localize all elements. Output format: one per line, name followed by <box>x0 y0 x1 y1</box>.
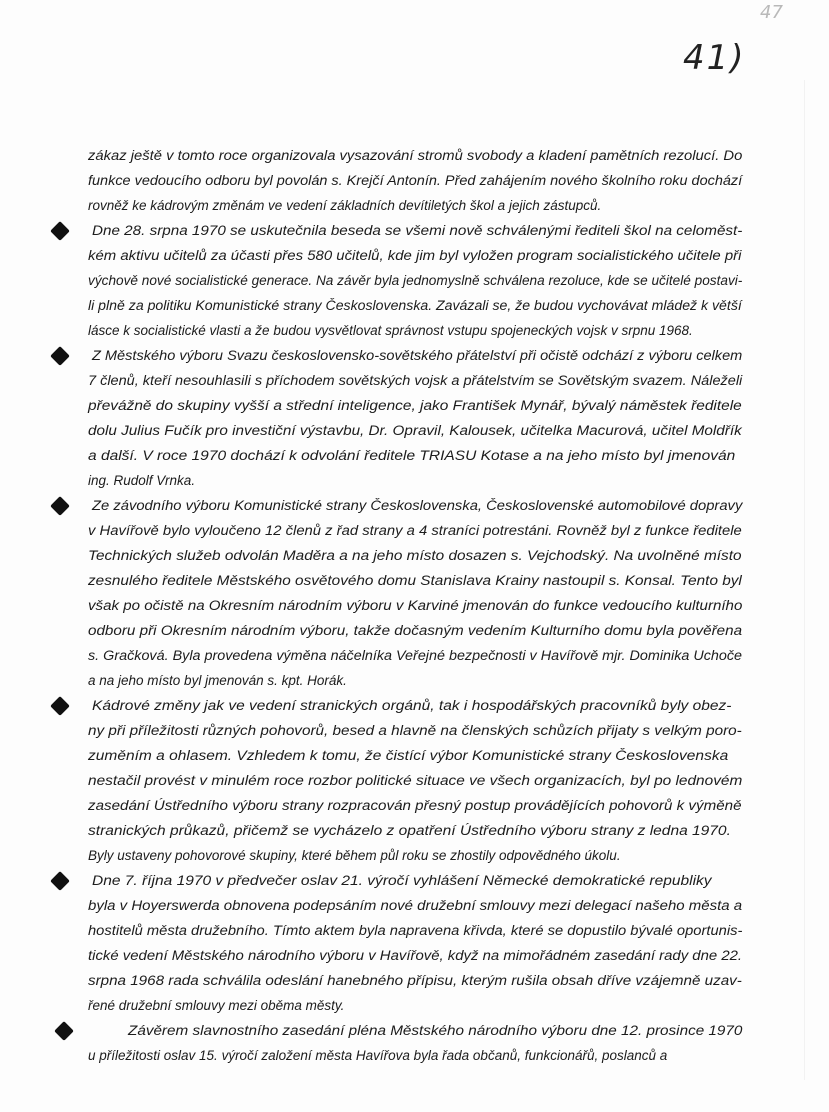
text-line: u příležitosti oslav 15. výročí založení města Havířova byla řada občanů, funkcionářů, poslanců a <box>88 1048 668 1063</box>
text-line: srpna 1968 rada schválila odeslání hanebného přípisu, kterým rušila obsah dříve vzájemně uzav- <box>88 973 742 988</box>
text-line: odboru při Okresním národním výboru, takže dočasným vedením Kulturního domu byla pověřena <box>88 623 743 638</box>
text-line: Závěrem slavnostního zasedání pléna Městského národního výboru dne 12. prosince 1970 <box>128 1023 743 1038</box>
text-line: hostitelů města družebního. Tímto aktem byla napravena křivda, které se dopustilo bývalé oportunis- <box>88 923 743 938</box>
text-line: rovněž ke kádrovým změnám ve vedení základních devítiletých škol a jejich zástupců. <box>88 198 602 213</box>
text-line: byla v Hoyerswerda obnovena podepsáním nové družební smlouvy mezi delegací našeho města a <box>88 898 743 913</box>
text-line: výchově nové socialistické generace. Na závěr byla jednomyslně schválena rezoluce, kde se učitelé postavi- <box>88 273 743 288</box>
bullet-diamond-icon <box>50 221 70 241</box>
bullet-diamond-icon <box>50 496 70 516</box>
text-line: Kádrové změny jak ve vedení stranických orgánů, tak i hospodářských pracovníků byly obez- <box>92 698 732 713</box>
text-line: 7 členů, kteří nesouhlasili s příchodem sovětských vojsk a přátelstvím se Sovětským svazem. Náleželi <box>88 373 743 388</box>
text-line: Dne 28. srpna 1970 se uskutečnila beseda se všemi nově schválenými řediteli škol na celoměst- <box>92 223 743 238</box>
text-line: však po očistě na Okresním národním výboru v Karviné jmenován do funkce vedoucího kulturního <box>88 598 743 613</box>
text-line: tické vedení Městského národního výboru v Havířově, když na mimořádném zasedání rady dne 22. <box>88 948 743 963</box>
text-line: zákaz ještě v tomto roce organizovala vysazování stromů svobody a kladení pamětních rezolucí. Do <box>88 148 743 163</box>
text-line: li plně za politiku Komunistické strany Československa. Zavázali se, že budou vychovávat mládež k větší <box>88 298 742 313</box>
text-line: zuměním a ohlasem. Vzhledem k tomu, že čistící výbor Komunistické strany Československa <box>88 748 729 763</box>
archive-page-number: 47 <box>760 2 783 23</box>
text-line: lásce k socialistické vlasti a že budou vysvětlovat správnost vstupu spojeneckých vojsk v srpnu 1968. <box>88 323 693 338</box>
text-line: stranických průkazů, přičemž se vycházelo z opatření Ústředního výboru strany z ledna 1970. <box>88 823 731 838</box>
text-line: nestačil provést v minulém roce rozbor politické situace ve všech organizacích, byl po lednovém <box>88 773 743 788</box>
bullet-diamond-icon <box>50 696 70 716</box>
text-line: kém aktivu učitelů za účasti přes 580 učitelů, kde jim byl vyložen program socialistického učitele při <box>88 248 742 263</box>
bullet-diamond-icon <box>50 871 70 891</box>
text-line: ny při příležitosti různých pohovorů, besed a hlavně na členských schůzích přijaty s velkým poro- <box>88 723 742 738</box>
text-line: funkce vedoucího odboru byl povolán s. Krejčí Antonín. Před zahájením nového školního roku dochází <box>88 173 743 188</box>
bullet-diamond-icon <box>50 346 70 366</box>
text-line: dolu Julius Fučík pro investiční výstavbu, Dr. Opravil, Kalousek, učitelka Macurová, učitel Moldřík <box>88 423 742 438</box>
text-line: ing. Rudolf Vrnka. <box>88 473 196 488</box>
text-line: zasedání Ústředního výboru strany rozpracován přesný postup provádějících pohovorů k výměně <box>88 798 742 813</box>
text-line: v Havířově bylo vyloučeno 12 členů z řad strany a 4 straníci potrestáni. Rovněž byl z funkce ředitele <box>88 523 742 538</box>
bullet-diamond-icon <box>54 1021 74 1041</box>
text-line: Technických služeb odvolán Maděra a na jeho místo dosazen s. Vejchodský. Na uvolněné místo <box>88 548 742 563</box>
text-line: zesnulého ředitele Městského osvětového domu Stanislava Krainy nastoupil s. Konsal. Tento byl <box>88 573 742 588</box>
text-line: a další. V roce 1970 dochází k odvolání ředitele TRIASU Kotase a na jeho místo byl jmenován <box>88 448 736 463</box>
text-line: řené družební smlouvy mezi oběma městy. <box>88 998 345 1013</box>
text-line: s. Gračková. Byla provedena výměna náčelníka Veřejné bezpečnosti v Havířově mjr. Dominika Uchoče <box>88 648 743 663</box>
text-line: Byly ustaveny pohovorové skupiny, které během půl roku se zhostily odpovědného úkolu. <box>88 848 621 863</box>
text-line: Dne 7. října 1970 v předvečer oslav 21. výročí vyhlášení Německé demokratické republiky <box>92 873 712 888</box>
text-line: převážně do skupiny vyšší a střední inteligence, jako František Mynář, bývalý náměstek ředitele <box>88 398 742 413</box>
text-line: Z Městského výboru Svazu československo-sovětského přátelství při očistě odchází z výboru celkem <box>92 348 743 363</box>
text-line: a na jeho místo byl jmenován s. kpt. Horák. <box>88 673 347 688</box>
scan-edge <box>804 80 805 1080</box>
page-number: 41) <box>683 38 746 78</box>
text-line: Ze závodního výboru Komunistické strany Československa, Československé automobilové dopravy <box>92 498 743 513</box>
